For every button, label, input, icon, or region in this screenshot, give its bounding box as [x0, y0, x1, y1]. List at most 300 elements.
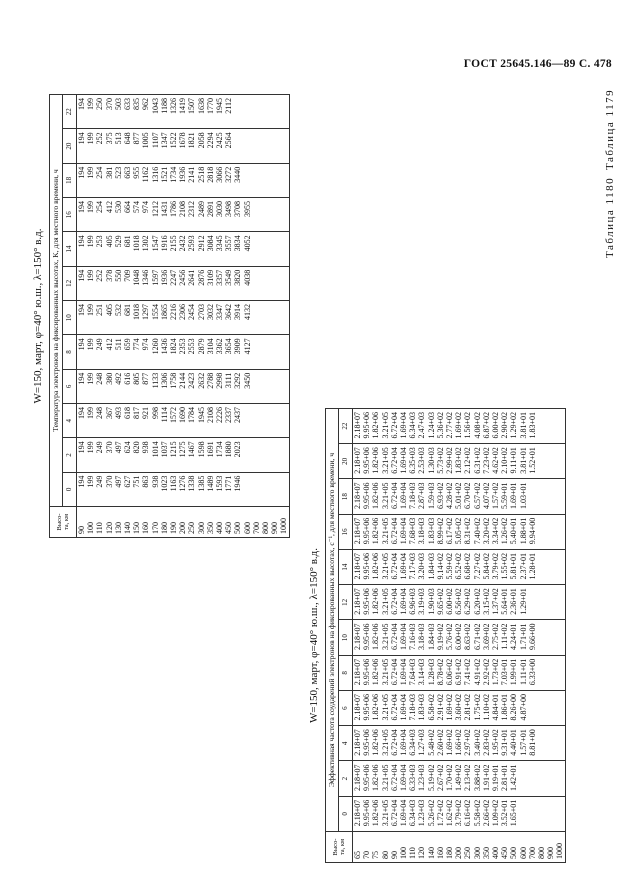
data-column-12: [353, 585, 566, 620]
table-cell: 5.19+02: [426, 764, 436, 792]
table-cell: 648: [123, 132, 133, 145]
table-cell: 962: [141, 98, 151, 110]
table-cell: 1114: [159, 407, 169, 423]
table-cell: 3.81+01: [518, 447, 528, 474]
table-cell: 2.77+02: [445, 412, 455, 439]
column-header-14: 14: [63, 232, 77, 266]
table-cell: 1316: [150, 166, 160, 183]
table-cell: 1162: [141, 166, 151, 183]
table-cell: 1.83+03: [426, 517, 436, 545]
height-value: 130: [113, 522, 123, 534]
column-header-20: 20: [339, 444, 353, 479]
table-cell: 249: [95, 338, 105, 351]
table-cell: 6.34+03: [408, 729, 418, 756]
table-cell: 6.91+02: [454, 658, 464, 686]
table-cell: 1.99+01: [509, 658, 519, 686]
table-cell: 523: [113, 166, 123, 179]
table-cell: 532: [113, 304, 123, 317]
table-cell: 1.49+02: [454, 764, 464, 792]
table-cell: 6.57+02: [472, 482, 482, 510]
table-cell: 9.95+06: [362, 658, 372, 686]
table-cell: 251: [95, 304, 105, 317]
table-cell: 1554: [150, 304, 160, 321]
table-cell: 2.18+07: [353, 517, 362, 545]
table-cell: 252: [95, 132, 105, 145]
table-cell: 3.21+05: [380, 658, 390, 686]
height-value: 450: [500, 847, 510, 859]
table-cell: 2.75+02: [491, 623, 501, 651]
table-cell: 3.81+01: [518, 412, 528, 439]
table-cell: 1297: [141, 304, 151, 321]
height-value: 250: [463, 847, 473, 859]
table-cell: 1306: [159, 372, 169, 389]
height-value: 75: [371, 851, 381, 859]
table-cell: 1.52+01: [527, 447, 537, 474]
table-cell: 5.26+02: [426, 799, 436, 827]
data-column-0: [77, 472, 290, 506]
table-cell: 1275: [178, 441, 188, 458]
table-cell: 1821: [187, 132, 197, 149]
table-cell: 627: [123, 475, 133, 488]
table-cell: 1338: [187, 475, 197, 492]
table-cell: 497: [113, 475, 123, 488]
table-cell: 1786: [169, 201, 179, 218]
table-cell: 4.24+01: [509, 623, 519, 651]
data-column-18: [353, 479, 566, 514]
column-header-6: 6: [339, 691, 353, 726]
table-cell: 3362: [215, 338, 225, 355]
table-cell: 624: [123, 441, 133, 454]
table-cell: 2.66+02: [481, 799, 491, 827]
table-cell: 4.91+02: [472, 658, 482, 686]
table-cell: 7.18+03: [408, 694, 418, 721]
table-cell: 1.29+02: [509, 412, 519, 439]
table-cell: 3834: [233, 235, 243, 252]
table-cell: 774: [132, 338, 142, 351]
data-column-14: [353, 550, 566, 585]
table-cell: 1598: [196, 441, 206, 458]
table-cell: 1107: [150, 132, 160, 149]
table-cell: 3032: [205, 304, 215, 321]
table-cell: 6.52+02: [454, 553, 464, 580]
table-cell: 1.69+04: [399, 729, 409, 756]
table-cell: 9.95+06: [362, 729, 372, 756]
table-cell: 2879: [196, 338, 206, 355]
table-cell: 199: [86, 338, 96, 351]
table-cell: 6.33+00: [527, 658, 537, 686]
table-cell: 3.21+05: [380, 553, 390, 580]
table-cell: 1.69+04: [399, 588, 409, 615]
table-cell: 8.26+00: [509, 694, 519, 721]
table-cell: 194: [77, 407, 86, 420]
table-cell: 511: [113, 338, 123, 351]
table-cell: 1.69+04: [399, 482, 409, 510]
column-header-22: 22: [63, 95, 77, 129]
table-cell: 6.00+02: [445, 588, 455, 615]
table-cell: 1163: [169, 475, 179, 492]
column-header-0: 0: [339, 796, 353, 831]
column-header-12: 12: [63, 266, 77, 300]
height-value: 700: [527, 847, 537, 859]
data-column-6: [77, 369, 290, 403]
table-cell: 3.21+05: [380, 588, 390, 615]
table-cell: 1.83+02: [454, 447, 464, 474]
table-cell: 974: [141, 338, 151, 351]
table-cell: 1.82+06: [371, 729, 381, 756]
table-cell: 1215: [169, 441, 179, 458]
height-value: 160: [435, 847, 445, 859]
table-cell: 1.65+01: [509, 799, 519, 827]
table-cell: 6.34+03: [408, 412, 418, 439]
height-value: 80: [380, 851, 390, 859]
table-cell: 1.69+04: [399, 412, 409, 439]
table-cell: 2.81+01: [500, 764, 510, 792]
table-cell: 254: [95, 201, 105, 214]
data-column-4: [353, 726, 566, 761]
table-cell: 1.69+04: [399, 799, 409, 827]
column-header-8: 8: [63, 335, 77, 369]
table-cell: 4127: [242, 338, 252, 355]
table-cell: 9.31+01: [500, 729, 510, 756]
column-header-8: 8: [339, 655, 353, 690]
data-column-18: [77, 163, 290, 197]
height-value: 350: [205, 522, 215, 534]
table-cell: 7.68+03: [408, 517, 418, 545]
table-cell: 3109: [205, 269, 215, 286]
table-cell: 7.17+03: [408, 553, 418, 580]
table-cell: 1.69+02: [454, 412, 464, 439]
table-cell: 6.06+02: [445, 658, 455, 686]
table-cell: 2112: [224, 98, 234, 114]
column-header-14: 14: [339, 550, 353, 585]
table-cell: 6.34+03: [408, 799, 418, 827]
table-cell: 6.17+02: [445, 517, 455, 545]
table-cell: 3820: [233, 269, 243, 286]
table-cell: 3.21+05: [380, 694, 390, 721]
height-value: 170: [150, 522, 160, 534]
table-cell: 1.73+02: [491, 658, 501, 686]
table-cell: 7.64+03: [408, 658, 418, 686]
table-cell: 1.84+03: [426, 623, 436, 651]
table-cell: 2144: [178, 372, 188, 389]
table-cell: 6.72+04: [389, 517, 399, 545]
table-cell: 1691: [205, 441, 215, 458]
heights-column: [353, 832, 566, 863]
table-cell: 5.73+02: [435, 447, 445, 474]
table-cell: 199: [86, 269, 96, 282]
table-cell: 9.95+06: [362, 412, 372, 439]
table-cell: 3.21+05: [380, 764, 390, 792]
table-cell: 1771: [224, 475, 234, 492]
table-cell: 5.40+01: [509, 517, 519, 545]
table-cell: 9.94+00: [527, 517, 537, 545]
data-column-16: [353, 514, 566, 549]
table-cell: 805: [132, 372, 142, 385]
table-cell: 9.95+06: [362, 623, 372, 651]
height-value: 400: [215, 522, 225, 534]
table-cell: 1302: [141, 235, 151, 252]
table-cell: 3.79+02: [454, 799, 464, 827]
table-cell: 2425: [215, 132, 225, 149]
table-cell: 4052: [242, 235, 252, 252]
table-cell: 2216: [169, 304, 179, 321]
table-cell: 2593: [187, 235, 197, 252]
table-cell: 3.20+02: [481, 517, 491, 545]
height-value: 160: [141, 522, 151, 534]
table-cell: 194: [77, 235, 86, 248]
table-cell: 1347: [159, 132, 169, 149]
table-cell: 1.69+04: [399, 517, 409, 545]
table-cell: 199: [86, 166, 96, 179]
table-cell: 2818: [205, 166, 215, 183]
table-cell: 1.11+01: [518, 658, 528, 685]
table-cell: 7.40+02: [472, 517, 482, 545]
table-cell: 2.53+03: [417, 447, 427, 474]
height-value: 150: [132, 522, 142, 534]
table-cell: 7.18+03: [408, 482, 418, 510]
table-cell: 1597: [150, 269, 160, 286]
table-cell: 2.18+07: [353, 729, 362, 756]
table-cell: 1346: [141, 269, 151, 286]
table-cell: 2456: [178, 269, 188, 286]
page-header: ГОСТ 25645.146—89 С. 478: [463, 58, 612, 70]
table-cell: 6.72+04: [389, 553, 399, 580]
table-cell: 529: [113, 235, 123, 248]
table-cell: 1.69+02: [445, 729, 455, 756]
table-cell: 4132: [242, 304, 252, 321]
table-cell: 3.21+05: [380, 799, 390, 827]
table-cell: 3.52+01: [500, 799, 510, 827]
height-value: 140: [426, 847, 436, 859]
table-cell: 1734: [169, 166, 179, 183]
table-cell: 2141: [187, 166, 197, 183]
table-cell: 3347: [215, 304, 225, 321]
table-cell: 1.55+02: [500, 553, 510, 580]
table-cell: 249: [95, 475, 105, 488]
table-cell: 6.72+04: [389, 623, 399, 651]
table-cell: 9.95+06: [362, 447, 372, 474]
height-value: 350: [481, 847, 491, 859]
data-column-12: [77, 266, 290, 300]
table-cell: 1678: [178, 132, 188, 149]
table-cell: 3914: [233, 304, 243, 321]
table-cell: 863: [141, 475, 151, 488]
table-cell: 199: [86, 475, 96, 488]
table-cell: 6.31+02: [472, 447, 482, 474]
table-cell: 249: [95, 441, 105, 454]
table-cell: 1572: [169, 407, 179, 424]
table-cell: 3.14+03: [417, 658, 427, 686]
table-cell: 199: [86, 132, 96, 145]
table-cell: 3.40+02: [472, 729, 482, 756]
table-cell: 709: [123, 269, 133, 282]
table-1180-subtitle: W=150, март, φ=40° ю.ш., λ=150° в.д.: [308, 547, 320, 724]
table-cell: 4.07+02: [481, 482, 491, 510]
table-cell: 1.82+06: [371, 588, 381, 615]
table-cell: 3.21+05: [380, 482, 390, 510]
table-cell: 4038: [242, 269, 252, 286]
table-cell: 938: [141, 441, 151, 454]
table-cell: 2.18+07: [353, 694, 362, 721]
column-header-18: 18: [339, 479, 353, 514]
table-cell: 1.82+06: [371, 447, 381, 474]
height-value: 70: [362, 851, 372, 859]
table-cell: 2998: [215, 372, 225, 389]
table-cell: 616: [123, 372, 133, 385]
table-cell: 9.19+01: [491, 764, 501, 792]
table-cell: 1326: [169, 98, 179, 114]
table-cell: 1212: [150, 201, 160, 218]
table-cell: 1276: [178, 475, 188, 492]
table-cell: 3.79+02: [491, 553, 501, 580]
table-cell: 2353: [178, 338, 188, 355]
table-cell: 248: [95, 407, 105, 420]
table-cell: 6.72+04: [389, 482, 399, 510]
table-cell: 1.69+04: [399, 447, 409, 474]
table-cell: 1547: [150, 235, 160, 252]
table-cell: 1734: [215, 441, 225, 458]
table-cell: 370: [104, 98, 114, 110]
table-cell: 1638: [196, 98, 206, 114]
table-cell: 253: [95, 235, 105, 248]
table-cell: 1522: [169, 132, 179, 149]
table-cell: 1.27+03: [417, 729, 427, 756]
table-cell: 1.57+01: [518, 729, 528, 756]
height-value: 65: [353, 851, 362, 859]
table-cell: 5.59+02: [445, 553, 455, 580]
height-value: 120: [417, 847, 427, 859]
data-column-2: [353, 761, 566, 796]
table-cell: 2294: [205, 132, 215, 149]
table-cell: 1037: [159, 441, 169, 458]
data-column-2: [77, 438, 290, 472]
table-cell: 1.03+01: [518, 482, 528, 510]
table-cell: 1.82+06: [371, 623, 381, 651]
table-cell: 367: [104, 407, 114, 420]
table-cell: 503: [113, 98, 123, 110]
table-cell: 2641: [187, 269, 197, 286]
table-cell: 6.72+04: [389, 588, 399, 615]
table-cell: 1.62+02: [445, 799, 455, 827]
table-cell: 2247: [169, 269, 179, 286]
table-cell: 2454: [187, 304, 197, 321]
table-cell: 6.56+02: [454, 588, 464, 615]
table-cell: 1133: [150, 372, 160, 389]
table-cell: 1.11+02: [500, 623, 510, 650]
table-cell: 1.83+03: [417, 694, 427, 721]
table-cell: 2.13+02: [463, 764, 473, 792]
table-cell: 751: [132, 475, 142, 488]
table-cell: 7.16+03: [408, 623, 418, 651]
table-cell: 492: [113, 372, 123, 385]
table-cell: 1005: [141, 132, 151, 149]
table-cell: 7.03+01: [500, 658, 510, 686]
table-cell: 9.95+06: [362, 694, 372, 721]
table-cell: 4.84+01: [491, 694, 501, 721]
table-cell: 9.95+06: [362, 799, 372, 827]
height-value: 500: [233, 522, 243, 534]
table-cell: 1.83+01: [527, 412, 537, 439]
height-value: 190: [169, 522, 179, 534]
table-cell: 1916: [159, 235, 169, 252]
table-cell: 618: [123, 407, 133, 420]
table-cell: 3.21+05: [380, 729, 390, 756]
column-header-4: 4: [339, 726, 353, 761]
table-cell: 1690: [178, 407, 188, 424]
table-cell: 8.63+02: [463, 623, 473, 651]
height-value: 300: [472, 847, 482, 859]
data-column-8: [77, 335, 290, 369]
table-cell: 2564: [224, 132, 234, 149]
table-cell: 6.00+02: [454, 623, 464, 651]
table-cell: 1758: [169, 372, 179, 389]
table-cell: 2312: [187, 201, 197, 218]
table-cell: 2.92+02: [481, 658, 491, 686]
table-cell: 1436: [159, 338, 169, 355]
table-cell: 3.21+05: [380, 447, 390, 474]
table-cell: 2891: [205, 201, 215, 218]
table-cell: 405: [104, 304, 114, 317]
table-cell: 1.59+03: [426, 482, 436, 510]
table-cell: 5.76+02: [445, 623, 455, 651]
table-cell: 6.87+02: [481, 412, 491, 439]
table-cell: 1.82+06: [371, 553, 381, 580]
table-cell: 3345: [215, 235, 225, 252]
table-cell: 2.99+02: [445, 447, 455, 474]
table-1179-label: Таблица 1179: [604, 88, 616, 170]
table-cell: 3.34+02: [491, 517, 501, 545]
table-cell: 1.90+03: [426, 588, 436, 615]
table-cell: 4.62+02: [491, 447, 501, 474]
table-cell: 1.82+06: [371, 658, 381, 686]
table-cell: 1936: [159, 269, 169, 286]
column-header-16: 16: [339, 514, 353, 549]
height-value: 100: [86, 522, 96, 534]
table-cell: 5.58+02: [472, 799, 482, 827]
table-cell: 194: [77, 441, 86, 454]
table-cell: 2.18+07: [353, 623, 362, 651]
height-value: 800: [537, 847, 547, 859]
table-cell: 6.00+02: [491, 412, 501, 439]
table-cell: 4.40+01: [509, 729, 519, 756]
table-cell: 1048: [132, 269, 142, 286]
table-cell: 1014: [150, 441, 160, 458]
table-cell: 378: [104, 269, 114, 282]
table-cell: 375: [104, 132, 114, 145]
table-cell: 4.28+02: [445, 482, 455, 510]
table-cell: 3104: [205, 338, 215, 355]
table-cell: 1946: [233, 475, 243, 492]
table-cell: 3.21+05: [380, 412, 390, 439]
table-cell: 2.67+02: [435, 764, 445, 792]
table-cell: 3642: [224, 304, 234, 321]
height-value: 600: [242, 522, 252, 534]
column-header-4: 4: [63, 404, 77, 438]
table-cell: 513: [113, 132, 123, 145]
table-cell: 681: [123, 304, 133, 317]
table-cell: 3.19+03: [417, 588, 427, 615]
height-header: Высо-та, км: [50, 507, 77, 538]
height-value: 180: [445, 847, 455, 859]
table-cell: 1.28+01: [527, 553, 537, 580]
table-cell: 248: [95, 372, 105, 385]
table-cell: 1260: [150, 338, 160, 355]
table-cell: 1.72+02: [435, 799, 445, 827]
table-cell: 1.82+06: [371, 517, 381, 545]
column-header-10: 10: [339, 620, 353, 655]
height-value: 500: [509, 847, 519, 859]
table-cell: 5.84+02: [481, 553, 491, 580]
